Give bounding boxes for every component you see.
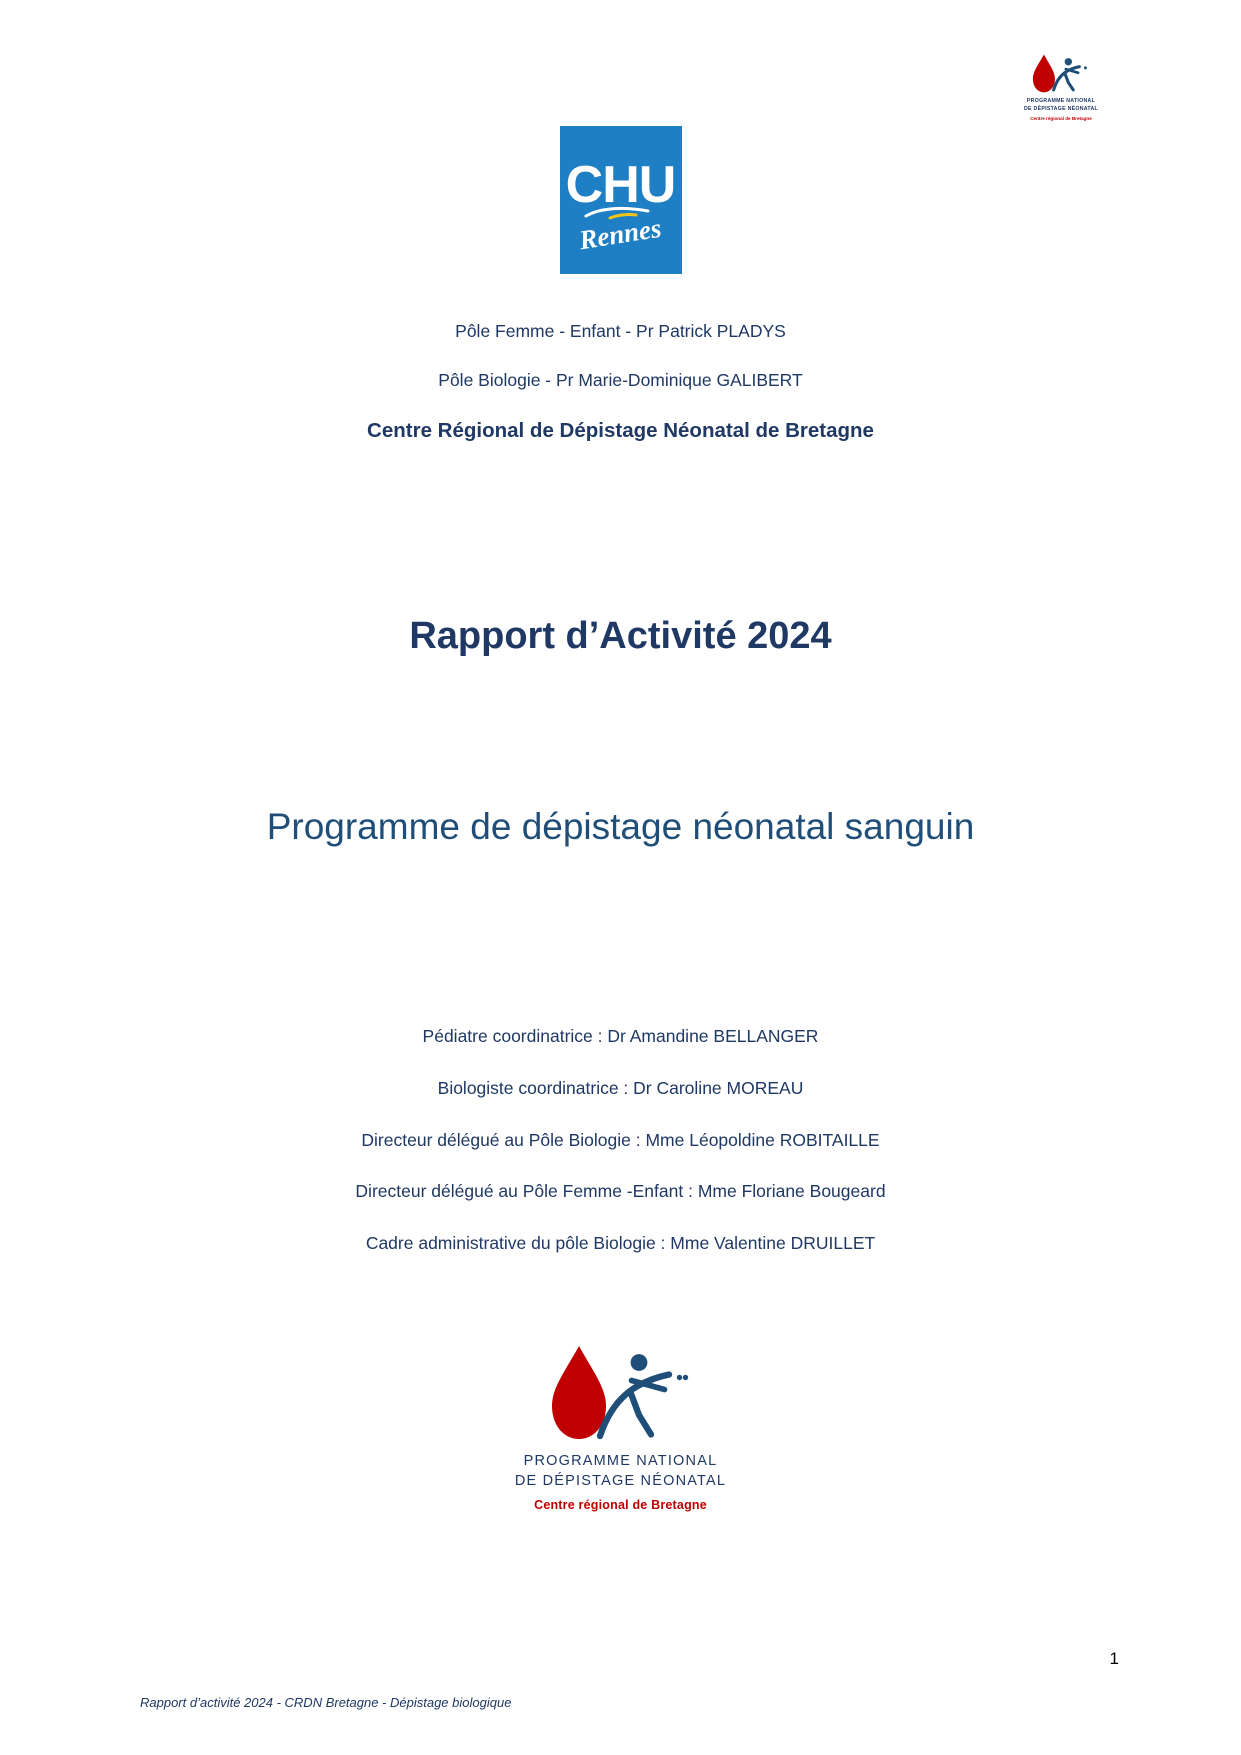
corner-logo-title: PROGRAMME NATIONAL DE DÉPISTAGE NÉONATAL bbox=[1023, 98, 1099, 112]
people-list bbox=[0, 1025, 1241, 1284]
droplet-runner-icon bbox=[1030, 52, 1092, 96]
page-subtitle: Programme de dépistage néonatal sanguin bbox=[266, 805, 975, 847]
bottom-logo-subtitle: Centre régional de Bretagne bbox=[534, 1498, 707, 1513]
header-line-pole-biologie: Pôle Biologie - Pr Marie-Dominique GALIBERT bbox=[438, 369, 803, 390]
chu-rennes-logo bbox=[560, 126, 682, 274]
header-line-centre-regional: Centre Régional de Dépistage Néonatal de Bretagne bbox=[367, 418, 874, 442]
header-block bbox=[0, 320, 1241, 470]
droplet-runner-icon bbox=[546, 1340, 696, 1448]
corner-program-logo bbox=[996, 52, 1126, 137]
header-line-pole-femme-enfant: Pôle Femme - Enfant - Pr Patrick PLADYS bbox=[455, 321, 786, 341]
list-item: Directeur délégué au Pôle Biologie : Mme Léopoldine ROBITAILLE bbox=[361, 1129, 880, 1150]
page-footer bbox=[0, 1637, 1241, 1755]
list-item: Biologiste coordinatrice : Dr Caroline MOREAU bbox=[437, 1077, 804, 1098]
chu-logo-text: CHU bbox=[565, 155, 676, 214]
page-title: Rapport d’Activité 2024 bbox=[409, 615, 832, 658]
list-item: Cadre administrative du pôle Biologie : Mme Valentine DRUILLET bbox=[365, 1233, 876, 1253]
footer-text: Rapport d’activité 2024 - CRDN Bretagne - Dépistage biologique bbox=[140, 1695, 512, 1710]
bottom-logo-title: PROGRAMME NATIONAL DE DÉPISTAGE NÉONATAL bbox=[514, 1453, 727, 1489]
bottom-program-logo bbox=[471, 1340, 771, 1512]
list-item: Pédiatre coordinatrice : Dr Amandine BELLANGER bbox=[422, 1026, 819, 1046]
chu-logo-city: Rennes bbox=[577, 212, 664, 255]
corner-logo-subtitle: Centre régional de Bretagne bbox=[1030, 115, 1092, 121]
list-item: Directeur délégué au Pôle Femme -Enfant : Mme Floriane Bougeard bbox=[355, 1181, 886, 1202]
page-number: 1 bbox=[1109, 1649, 1119, 1668]
